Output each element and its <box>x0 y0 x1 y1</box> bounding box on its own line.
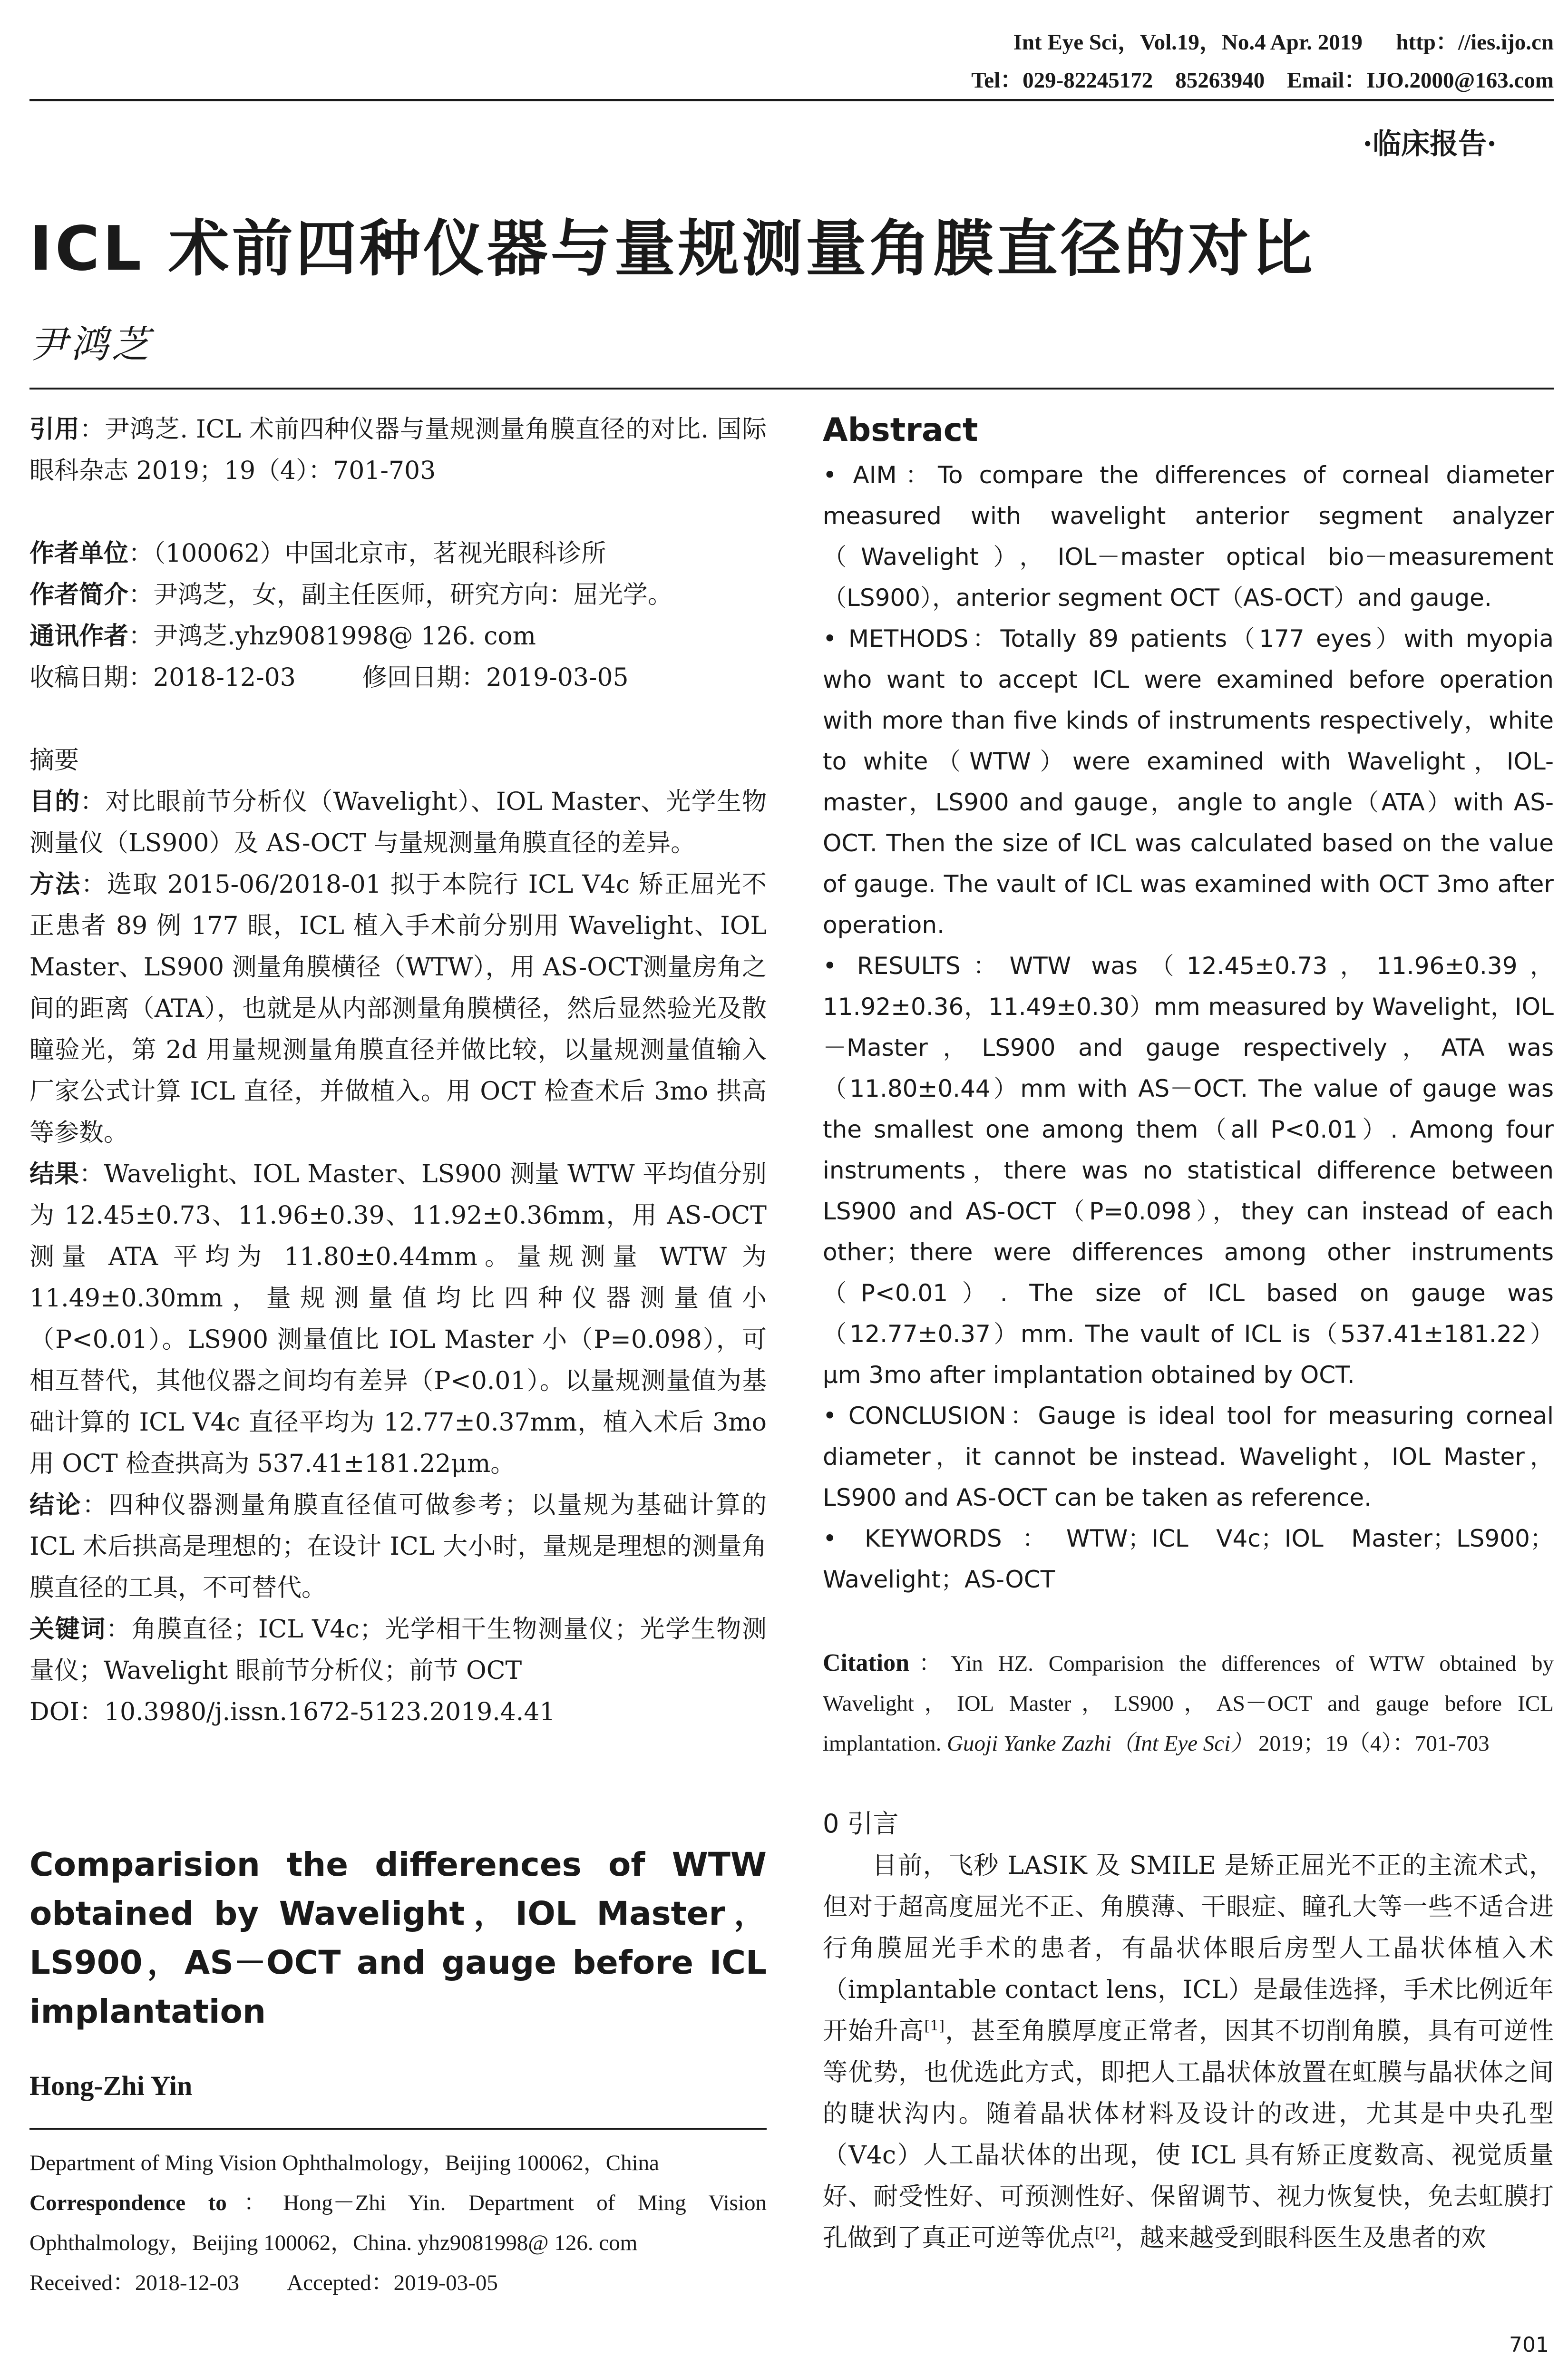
abstract-conclusion-en: • CONCLUSION：Gauge is ideal tool for measuring corneal diameter，it cannot be instead. Wavelight，IOL Master，LS900 and AS-OCT can be taken as reference. <box>823 1402 1554 1511</box>
dates-cn: 收稿日期：2018-12-03 修回日期：2019-03-05 <box>29 663 629 692</box>
header-rule <box>29 99 1554 101</box>
abstract-methods-cn: 方法：选取 2015-06/2018-01 拟于本院行 ICL V4c 矫正屈光不正患者 89 例 177 眼，ICL 植入手术前分别用 Wavelight、IOL Master、LS900 测量角膜横径（WTW），用 AS-OCT测量房角之间的距离（ATA），也就是从内部测量角膜横径，然后显然验光及散瞳验光，第 2d 用量规测量角膜直径并做比较，以量规测量值输入厂家公式计算 ICL 直径，并做植入。用 OCT 检查术后 3mo 拱高等参数。 <box>29 870 767 1147</box>
english-title-block <box>29 1841 767 2303</box>
citation-cn: 引用：尹鸿芝. ICL 术前四种仪器与量规测量角膜直径的对比. 国际眼科杂志 2019；19（4）：701-703 <box>29 415 767 485</box>
english-author: Hong-Zhi Yin <box>29 2070 193 2101</box>
introduction <box>823 1802 1554 2259</box>
abstract-results-en: • RESULTS：WTW was（12.45±0.73，11.96±0.39，11.92±0.36，11.49±0.30）mm measured by Wavelight，IOL－Master，LS900 and gauge respectively，ATA was（11.80±0.44）mm with AS－OCT. The value of gauge was the smallest one among them（all P<0.01）. Among four instruments，there was no statistical difference between LS900 and AS-OCT（P=0.098），they can instead of each other；there were differences among other instruments（P<0.01）. The size of ICL based on gauge was（12.77±0.37）mm. The vault of ICL is（537.41±181.22）μm 3mo after implantation obtained by OCT. <box>823 952 1554 1389</box>
intro-paragraph: 目前，飞秒 LASIK 及 SMILE 是矫正屈光不正的主流术式，但对于超高度屈光不正、角膜薄、干眼症、瞳孔大等一些不适合进行角膜屈光手术的患者，有晶状体眼后房型人工晶状体植入术（implantable contact lens，ICL）是最佳选择，手术比例近年开始升高[1]，甚至角膜厚度正常者，因其不切削角膜，具有可逆性等优势，也优选此方式，即把人工晶状体放置在虹膜与晶状体之间的睫状沟内。随着晶状体材料及设计的改进，尤其是中央孔型（V4c）人工晶状体的出现，使 ICL 具有矫正度数高、视觉质量好、耐受性好、可预测性好、保留调节、视力恢复快，免去虹膜打孔做到了真正可逆等优点[2]，越来越受到眼科医生及患者的欢 <box>823 1851 1554 2252</box>
journal-header-line1: Int Eye Sci，Vol.19，No.4 Apr. 2019 http：//ies.ijo.cn <box>1013 30 1554 55</box>
title-rule <box>29 388 1554 390</box>
english-rule <box>29 2128 767 2130</box>
corresponding-author: 通讯作者：尹鸿芝.yhz9081998@ 126. com <box>29 622 536 651</box>
abstract-aim-en: • AIM：To compare the differences of corneal diameter measured with wavelight anterior segment analyzer（Wavelight），IOL－master optical bio－measurement（LS900），anterior segment OCT（AS-OCT）and gauge. <box>823 461 1554 612</box>
page-number: 701 <box>1509 2333 1549 2357</box>
section-tag: ·临床报告· <box>1363 127 1497 161</box>
abstract-results-cn: 结果：Wavelight、IOL Master、LS900 测量 WTW 平均值分别为 12.45±0.73、11.96±0.39、11.92±0.36mm，用 AS-OCT 测量 ATA 平均为 11.80±0.44mm。量规测量 WTW 为 11.49±0.30mm，量规测量值均比四种仪器测量值小（P<0.01）。LS900 测量值比 IOL Master 小（P=0.098），可相互替代，其他仪器之间均有差异（P<0.01）。以量规测量值为基础计算的 ICL V4c 直径平均为 12.77±0.37mm，植入术后 3mo 用 OCT 检查拱高为 537.41±181.22μm。 <box>29 1160 767 1478</box>
author-bio: 作者简介：尹鸿芝，女，副主任医师，研究方向：屈光学。 <box>29 581 673 609</box>
keywords-cn: 关键词：角膜直径；ICL V4c；光学相干生物测量仪；光学生物测量仪；Wavelight 眼前节分析仪；前节 OCT <box>29 1615 767 1685</box>
intro-heading: 0 引言 <box>823 1809 899 1839</box>
abstract-heading-cn: 摘要 <box>29 746 79 775</box>
abstract-conclusion-cn: 结论：四种仪器测量角膜直径值可做参考；以量规为基础计算的 ICL 术后拱高是理想的；在设计 ICL 大小时，量规是理想的测量角膜直径的工具，不可替代。 <box>29 1491 767 1602</box>
author-unit: 作者单位：（100062）中国北京市，茗视光眼科诊所 <box>29 539 606 568</box>
english-affiliation: Department of Ming Vision Ophthalmology，Beijing 100062，China Correspondence to：Hong－Zhi Yin. Department of Ming Vision Ophthalmology，Beijing 100062，China. yhz9081998@ 126. com Received：2018-12-03 Accepted：2019-03-05 <box>29 2143 767 2303</box>
keywords-en: • KEYWORDS：WTW；ICL V4c；IOL Master；LS900；Wavelight；AS-OCT <box>823 1525 1554 1593</box>
english-dates: Received：2018-12-03 Accepted：2019-03-05 <box>29 2270 498 2295</box>
citation-en: Citation：Yin HZ. Comparision the differences of WTW obtained by Wavelight，IOL Master，LS900，AS－OCT and gauge before ICL implantation. Guoji Yanke Zazhi（Int Eye Sci） 2019；19（4）：701-703 <box>823 1649 1554 1756</box>
abstract-en <box>823 455 1554 1600</box>
english-title: Comparision the differences of WTW obtained by Wavelight，IOL Master，LS900，AS－OCT and gauge before ICL implantation <box>29 1846 767 2031</box>
abstract-heading-en: Abstract <box>823 411 978 449</box>
reference-1[interactable]: [1] <box>924 2017 945 2035</box>
article-title: ICL 术前四种仪器与量规测量角膜直径的对比 <box>29 214 1315 284</box>
english-correspondence: Correspondence to：Hong－Zhi Yin. Department of Ming Vision Ophthalmology，Beijing 100062，China. yhz9081998@ 126. com <box>29 2191 767 2255</box>
abstract-aim-cn: 目的：对比眼前节分析仪（Wavelight）、IOL Master、光学生物测量仪（LS900）及 AS-OCT 与量规测量角膜直径的差异。 <box>29 788 767 857</box>
left-column <box>29 409 767 1733</box>
reference-2[interactable]: [2] <box>1095 2224 1115 2241</box>
right-column <box>823 409 1554 1600</box>
author-name-cn: 尹鸿芝 <box>29 322 152 367</box>
doi: DOI：10.3980/j.issn.1672-5123.2019.4.41 <box>29 1698 555 1726</box>
abstract-methods-en: • METHODS：Totally 89 patients（177 eyes）with myopia who want to accept ICL were examined before operation with more than five kinds of instruments respectively，white to white（WTW）were examined with Wavelight，IOL-master，LS900 and gauge，angle to angle（ATA）with AS-OCT. Then the size of ICL was calculated based on the value of gauge. The vault of ICL was examined with OCT 3mo after operation. <box>823 625 1554 939</box>
journal-header-line2: Tel：029-82245172 85263940 Email：IJO.2000@163.com <box>971 68 1554 93</box>
